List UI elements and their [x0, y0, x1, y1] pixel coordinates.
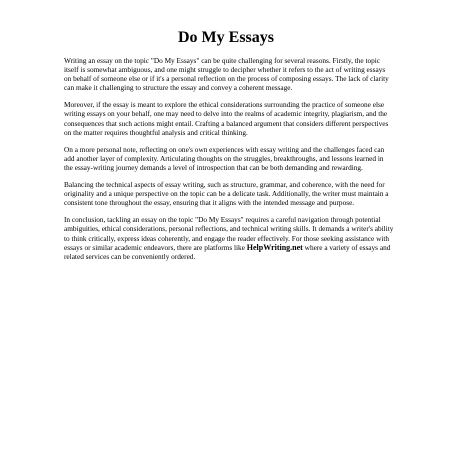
paragraph-2: Moreover, if the essay is meant to explore the ethical considerations surrounding the practice of someone else writing essays on your behalf, one may need to delve into the realms of academic integrity, plagiarism, and the consequences that such actions might entail. Crafting a balanced argument that considers different perspectives on the matter requires thoughtful analysis and critical thinking.: [64, 100, 389, 137]
paragraph-1: Writing an essay on the topic "Do My Essays" can be quite challenging for several reasons. Firstly, the topic itself is somewhat ambiguous, and one might struggle to decipher whether it refers to the act of writing essays on behalf of someone else or if it's a personal reflection on the process of composing essays. The lack of clarity can make it challenging to structure the essay and convey a coherent message.: [64, 56, 389, 93]
paragraph-5: [64, 215, 394, 260]
document-body: [64, 56, 394, 269]
helpwriting-link[interactable]: HelpWriting.net: [246, 242, 303, 252]
paragraph-5-text-after-link: where a variety of essays and related services can be conveniently ordered.: [64, 242, 391, 261]
paragraph-4: Balancing the technical aspects of essay writing, such as structure, grammar, and coherence, with the need for originality and a unique perspective on the topic can be a delicate task. Additionally, the writer must maintain a consistent tone throughout the essay, ensuring that it aligns with the intended message and purpose.: [64, 180, 389, 208]
paragraph-5-text-before-link: In conclusion, tackling an essay on the topic "Do My Essays" requires a careful navigation through potential ambiguities, ethical considerations, personal reflections, and technical writing skills. It demands a writer's ability to think critically, express ideas coherently, and engage the reader effectively. For those seeking assistance with essays or similar academic endeavors, there are platforms like: [64, 215, 394, 252]
document-title: Do My Essays: [177, 29, 274, 46]
paragraph-3: On a more personal note, reflecting on one's own experiences with essay writing and the challenges faced can add another layer of complexity. Articulating thoughts on the struggles, breakthroughs, and lessons learned in the essay-writing journey demands a level of introspection that can be both demanding and rewarding.: [64, 144, 385, 172]
